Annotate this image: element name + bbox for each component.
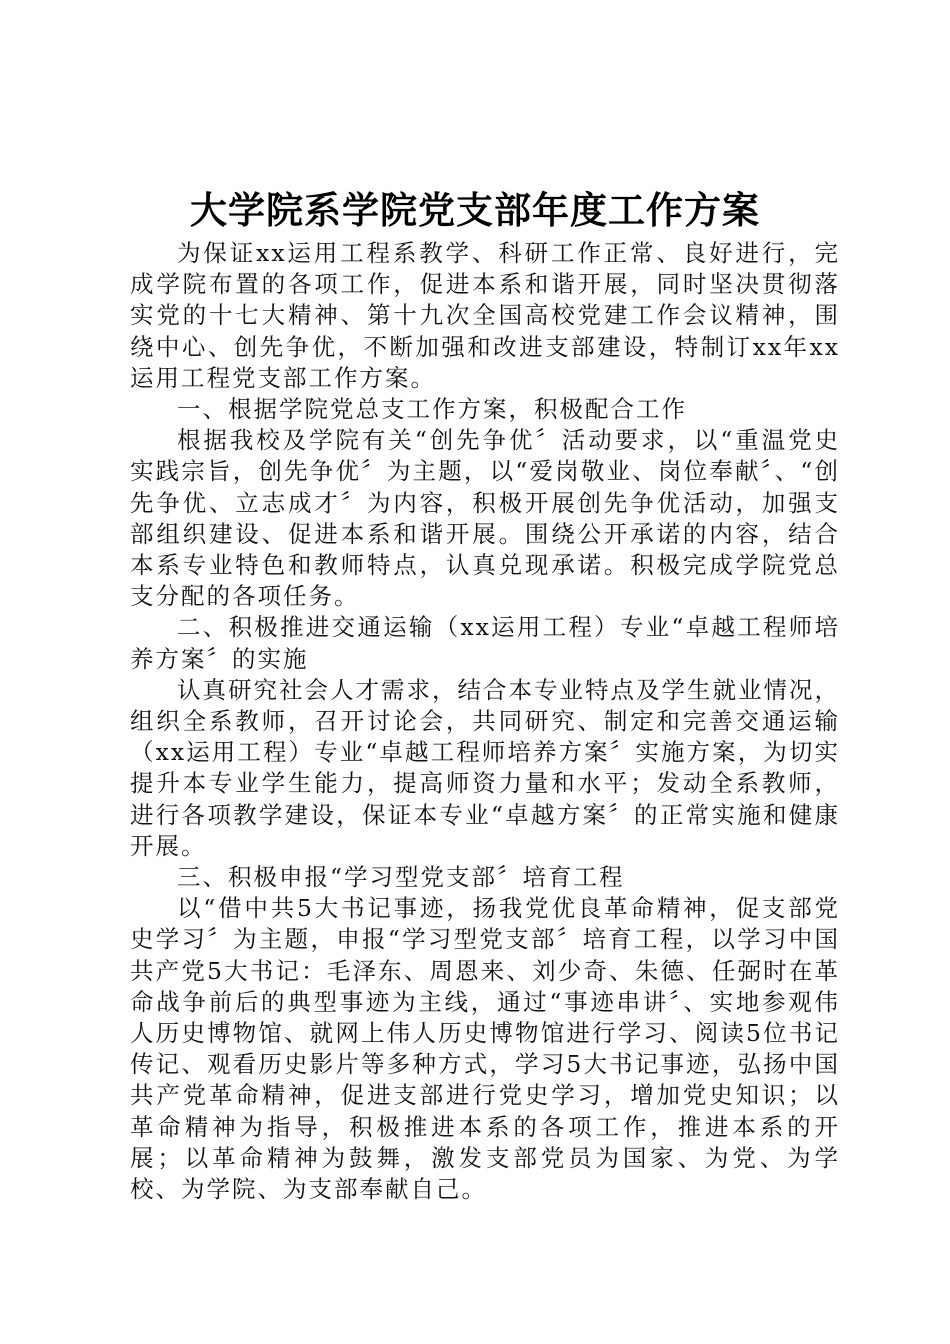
paragraph-intro: 为保证xx运用工程系教学、科研工作正常、良好进行，完成学院布置的各项工作，促进本系和谐开展，同时坚决贯彻落实党的十七大精神、第十九次全国高校党建工作会议精神，围绕中心、创先争优，不断加强和改进支部建设，特制订xx年xx运用工程党支部工作方案。: [130, 239, 840, 392]
section-heading-1: 一、根据学院党总支工作方案，积极配合工作: [177, 395, 687, 424]
section-heading-2: 二、积极推进交通运输（xx运用工程）专业“卓越工程师培养方案〞的实施: [130, 613, 840, 673]
paragraph-section-2: 认真研究社会人才需求，结合本专业特点及学生就业情况，组织全系教师，召开讨论会，共同研究、制定和完善交通运输（xx运用工程）专业“卓越工程师培养方案〞实施方案，为切实提升本专业学生能力，提高师资力量和水平；发动全系教师，进行各项教学建设，保证本专业“卓越方案〞的正常实施和健康开展。: [130, 675, 840, 860]
document-body: [130, 238, 840, 1205]
document-title: 大学院系学院党支部年度工作方案: [190, 188, 760, 232]
section-heading-3: 三、积极申报“学习型党支部〞培育工程: [177, 863, 625, 892]
paragraph-section-3: 以“借中共5大书记事迹，扬我党优良革命精神，促支部党史学习〞为主题，申报“学习型党支部〞培育工程，以学习中国共产党5大书记：毛泽东、周恩来、刘少奇、朱德、任弼时在革命战争前后的典型事迹为主线，通过“事迹串讲〞、实地参观伟人历史博物馆、就网上伟人历史博物馆进行学习、阅读5位书记传记、观看历史影片等多种方式，学习5大书记事迹，弘扬中国共产党革命精神，促进支部进行党史学习，增加党史知识；以革命精神为指导，积极推进本系的各项工作，推进本系的开展；以革命精神为鼓舞，激发支部党员为国家、为党、为学校、为学院、为支部奉献自己。: [130, 894, 840, 1204]
paragraph-section-1: 根据我校及学院有关“创先争优〞活动要求，以“重温党史实践宗旨，创先争优〞为主题，以“爱岗敬业、岗位奉献〞、“创先争优、立志成才〞为内容，积极开展创先争优活动，加强支部组织建设、促进本系和谐开展。围绕公开承诺的内容，结合本系专业特色和教师特点，认真兑现承诺。积极完成学院党总支分配的各项任务。: [130, 426, 840, 611]
